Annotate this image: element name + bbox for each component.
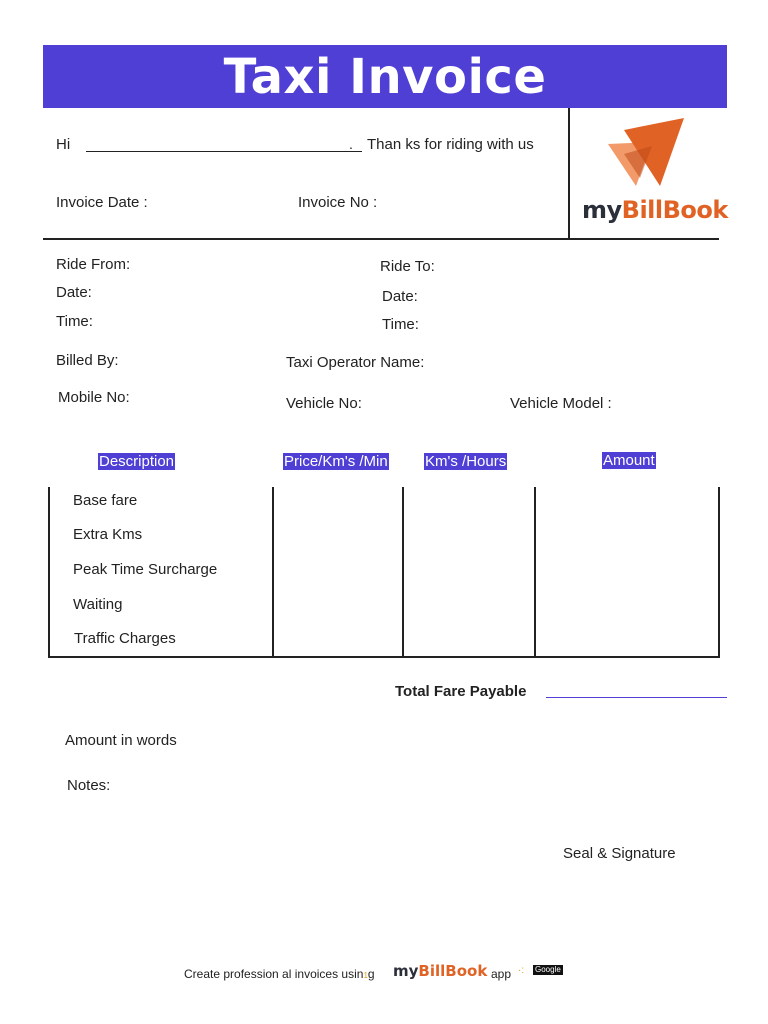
greeting-dot: . xyxy=(349,136,353,152)
operator-name-label: Taxi Operator Name: xyxy=(286,354,425,371)
greeting-thanks: Than ks for riding with us xyxy=(367,136,534,153)
seal-signature-label: Seal & Signature xyxy=(563,845,676,862)
col-header-description: Description xyxy=(99,453,175,470)
page-title: Taxi Invoice xyxy=(223,48,547,105)
vehicle-no-label: Vehicle No: xyxy=(286,395,362,412)
header-bottom-rule xyxy=(43,238,719,240)
invoice-no-label: Invoice No : xyxy=(298,194,378,211)
table-col-divider-3 xyxy=(534,487,536,658)
google-play-badge[interactable]: Google xyxy=(535,965,561,974)
table-col-divider-2 xyxy=(402,487,404,658)
table-border-left xyxy=(48,487,50,658)
title-bar xyxy=(43,45,727,108)
table-border-right xyxy=(718,487,720,658)
table-row-base-fare: Base fare xyxy=(73,492,138,509)
table-row-peak-surcharge: Peak Time Surcharge xyxy=(73,561,218,578)
header-divider xyxy=(568,108,570,240)
ride-from-date-label: Date: xyxy=(56,284,92,301)
vehicle-model-label: Vehicle Model : xyxy=(510,395,612,412)
total-fare-line[interactable] xyxy=(546,697,727,698)
footer-app-label: app xyxy=(491,967,512,981)
mobile-no-label: Mobile No: xyxy=(58,389,130,406)
footer-brand: myBillBook xyxy=(393,962,488,980)
total-fare-label: Total Fare Payable xyxy=(395,683,527,700)
greeting-hi: Hi xyxy=(56,136,71,153)
ride-from-time-label: Time: xyxy=(56,313,93,330)
mybillbook-logo-icon xyxy=(600,116,700,192)
customer-name-line[interactable] xyxy=(86,151,362,152)
footer-text: Create profession al invoices usin1g xyxy=(184,967,375,981)
table-col-divider-1 xyxy=(272,487,274,658)
ride-to-time-label: Time: xyxy=(382,316,419,333)
billed-by-label: Billed By: xyxy=(56,352,119,369)
ride-from-label: Ride From: xyxy=(56,256,131,273)
sparkle-icon: ·: xyxy=(518,965,525,976)
invoice-date-label: Invoice Date : xyxy=(56,194,148,211)
col-header-amount: Amount xyxy=(603,452,655,469)
ride-to-label: Ride To: xyxy=(380,258,435,275)
table-row-waiting: Waiting xyxy=(73,596,123,613)
table-row-traffic-charges: Traffic Charges xyxy=(74,630,176,647)
amount-in-words-label: Amount in words xyxy=(65,732,177,749)
table-bottom-rule xyxy=(48,656,720,658)
mybillbook-logo-text: myBillBook xyxy=(582,196,728,224)
col-header-price: Price/Km's /Min xyxy=(284,453,388,470)
table-row-extra-kms: Extra Kms xyxy=(73,526,143,543)
notes-label: Notes: xyxy=(67,777,111,794)
ride-to-date-label: Date: xyxy=(382,288,418,305)
col-header-hours: Km's /Hours xyxy=(425,453,507,470)
